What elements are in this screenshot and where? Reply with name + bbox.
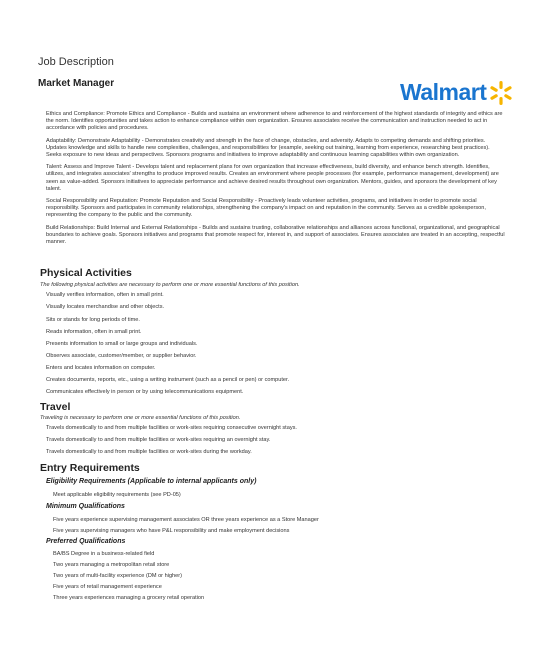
preferred-qualifications-heading: Preferred Qualifications [46,538,126,545]
travel-heading: Travel [40,401,71,413]
document-label: Job Description [38,56,114,68]
list-item: BA/BS Degree in a business-related field [53,551,155,557]
list-item: Five years experience supervising management associates OR three years experience as a Store Manager [53,517,319,523]
list-item: Reads information, often in small print. [46,329,142,335]
physical-activities-intro: The following physical activities are necessary to perform one or more essential functions of this position. [40,282,300,288]
list-item: Three years experiences managing a grocery retail operation [53,595,205,601]
list-item: Meet applicable eligibility requirements (see PD-05) [53,492,181,498]
list-item: Communicates effectively in person or by using telecommunications equipment. [46,389,244,395]
list-item: Visually locates merchandise and other objects. [46,304,165,310]
competency-adaptability: Adaptability: Demonstrate Adaptability - Demonstrates creativity and strength in the face of change, obstacles, and adversity. Adapts to competing demands and shifting priorities. Updates knowledge and skills to handle new complexities, challenges, and responsibilities for (example, seeking out training, learning from experience, researching best practices). Seeks exposure to new ideas and perspectives. Sponsors programs and initiatives to improve adaptability and continuous learning capabilities within own organization. [46,137,490,159]
walmart-logo [400,79,514,106]
competencies-section [46,111,506,251]
physical-activities-heading: Physical Activities [40,267,132,279]
list-item: Visually verifies information, often in small print. [46,292,164,298]
list-item: Enters and locates information on computer. [46,365,156,371]
list-item: Five years of retail management experience [53,584,162,590]
list-item: Five years supervising managers who have P&L responsibility and make employment decisions [53,528,290,534]
list-item: Two years of multi-facility experience (DM or higher) [53,573,183,579]
travel-intro: Traveling is necessary to perform one or more essential functions of this position. [40,415,241,421]
competency-talent: Talent: Assess and Improve Talent - Develops talent and replacement plans for own organization that increase effectiveness, build diversity, and enhance bench strength. Identifies, utilizes, and integrates associates' strengths to produce improved results. Creates an environment where people processes (for example, performance management, development) are seen as value-added. Sponsors initiatives to appreciate performance and achieve desired results throughout own organization. Mentors, guides, and sponsors the development of key talent. [46,164,499,192]
list-item: Sits or stands for long periods of time. [46,317,140,323]
job-title: Market Manager [38,78,115,89]
eligibility-heading: Eligibility Requirements (Applicable to internal applicants only) [46,478,257,485]
list-item: Two years managing a metropolitan retail store [53,562,170,568]
list-item: Travels domestically to and from multiple facilities or work-sites requiring consecutive overnight stays. [46,425,297,431]
logo-wordmark: Walmart [400,79,487,105]
spark-icon [488,80,514,106]
list-item: Travels domestically to and from multiple facilities or work-sites requiring an overnight stay. [46,437,271,443]
competency-social-responsibility: Social Responsibility and Reputation: Promote Reputation and Social Responsibility - Proactively leads volunteer activities, programs, and initiatives in order to promote social responsibility. Sponsors and participates in community relationships, strengthening the company's impact on and reputation in the community. Serves as a credible spokesperson, representing the company to the public and the community. [46,198,486,219]
list-item: Travels domestically to and from multiple facilities or work-sites during the workday. [46,449,252,455]
competency-relationships: Build Relationships: Build Internal and External Relationships - Builds and sustains trusting, collaborative relationships and alliances across functional, organizational, and geographical boundaries to achieve goals. Sponsors initiatives and programs that promote respect for, interest in, and support of associates. Ensures associates are treated in an accepting, respectful manner. [46,224,505,246]
minimum-qualifications-heading: Minimum Qualifications [46,503,125,510]
list-item: Creates documents, reports, etc., using a writing instrument (such as a pencil or pen) or computer. [46,377,290,383]
entry-requirements-heading: Entry Requirements [40,462,140,474]
competency-ethics: Ethics and Compliance: Promote Ethics and Compliance - Builds and sustains an environment where adherence to and reinforcement of the highest standards of integrity and ethics are the norm. Identifies opportunities and takes action to enhance compliance within own organization. Ensures associates receive the communication and instruction needed to act in accordance with policies and procedures. [46,111,503,132]
list-item: Observes associate, customer/member, or supplier behavior. [46,353,197,359]
list-item: Presents information to small or large groups and individuals. [46,341,198,347]
